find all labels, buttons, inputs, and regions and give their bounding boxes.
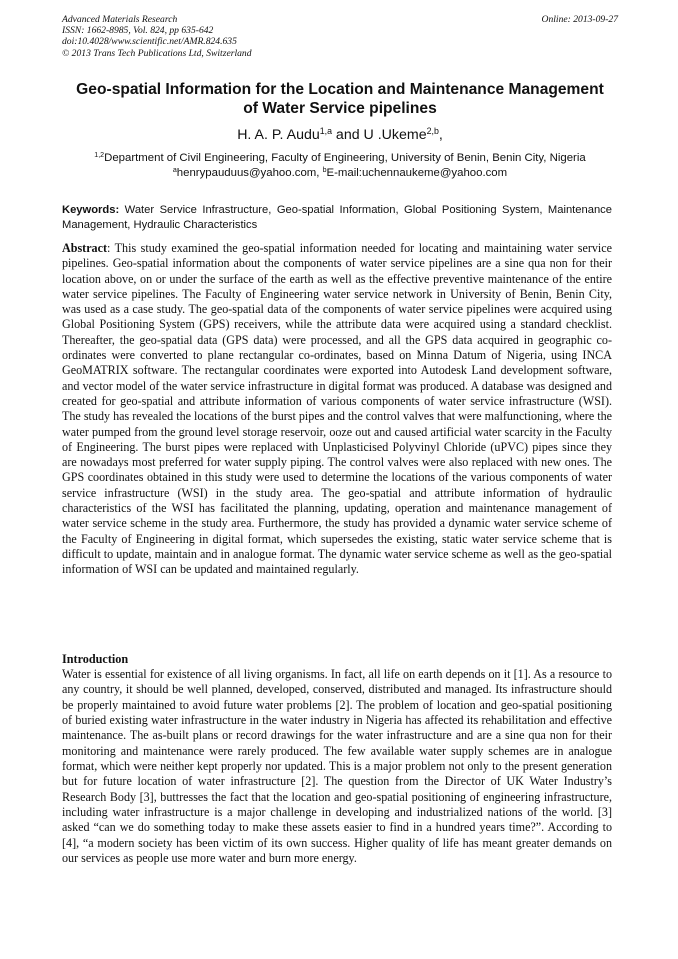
affiliation-line [62, 151, 618, 166]
author-end: , [438, 127, 443, 143]
keywords-paragraph [62, 203, 612, 233]
introduction-heading: Introduction [62, 652, 129, 666]
introduction-paragraph: Water is essential for existence of all living organisms. In fact, all life on earth depends on it [1]. As a resource to any country, it should be well planned, developed, conserved, distributed and managed. Its infrastructure should be properly maintained to avoid future water problems [2]. The problem of location and geo-spatial positioning of buried existing water infrastructure in the water industry in Nigeria has affected its rehabilitation and effective maintenance. The as-built plans or record drawings for the water infrastructure and are a sine qua non for their monitoring and maintenance were rarely produced. The few available water supply schemes are in analogue format, which were neither kept properly nor updated. This is a major problem not only to the present generation but for future location of water infrastructure [2]. The question from the Director of UK Water Industry’s Research Body [3], buttresses the fact that the location and geo-spatial positioning of engineering infrastructure, including water infrastructure is a major challenge in developing and industrialized nations of the world. [3] asked “can we do something today to make these assets easier to find in a hundred years time?”. According to [4], “a modern society has been victim of its own success. Higher quality of life has meant greater demands on our services as people use more water and burn more energy. [62, 667, 612, 866]
author-1: H. A. P. Audu [237, 127, 320, 143]
email-b: E-mail:uchennaukeme@yahoo.com [326, 167, 508, 179]
email-sup-b: b [322, 167, 327, 175]
title-line-2: of Water Service pipelines [243, 99, 437, 117]
author-1-sup: 1,a [319, 126, 332, 137]
email-sup-a: a [172, 167, 177, 175]
journal-name: Advanced Materials Research [62, 14, 178, 25]
keywords-text: Water Service Infrastructure, Geo-spatial Information, Global Positioning System, Maintenance Management, Hydraulic Characteristics [62, 204, 612, 232]
abstract-label: Abstract [62, 241, 108, 255]
affiliation-block [62, 151, 618, 181]
affiliation-text: Department of Civil Engineering, Faculty of Engineering, University of Benin, Benin City, Nigeria [104, 152, 586, 164]
email-a: henrypauduus@yahoo.com, [176, 167, 323, 179]
abstract-text: : This study examined the geo-spatial information needed for locating and maintaining water service pipelines. Geo-spatial information about the components of water service pipelines are a sine qua non for their location above, on or under the surface of the earth as well as the effective preventive maintenance of the entire water service pipelines. The Faculty of Engineering water service network in University of Benin, Benin City, was used as a case study. The geo-spatial data of the components of water service pipelines were acquired using Global Positioning System (GPS) receivers, while the attribute data were acquired using a standard checklist. Thereafter, the geo-spatial data (GPS data) were processed, and all the GPS data acquired in geographic co-ordinates were converted to plane rectangular co-ordinates, based on Minna Datum of Nigeria, using INCA GeoMATRIX software. The rectangular coordinates were exported into Autodesk Land development software, and vector model of the water service infrastructure in digital format was produced. A database was designed and created for geo-spatial and attribute information of various components of water service infrastructure (WSI). The study has revealed the locations of the burst pipes and the control valves that were malfunctioning, where the water pumped from the ground level storage reservoir, ooze out and caused artificial water scarcity in the Faculty of Engineering. The burst pipes were replaced with Unplasticised Polyvinyl Chloride (uPVC) pipes since they are nowadays most preferred for water supply piping. The control valves were also replaced with new ones. The GPS coordinates obtained in this study were used to determine the locations of the various components of water service infrastructure (WSI) in the study area. The geo-spatial and attribute information of hydraulic characteristics of the WSI has facilitated the planning, updating, operation and maintenance management of water service scheme in the study area. Furthermore, the study has provided a dynamic water service scheme of the Faculty of Engineering in digital format, which supersedes the existing, static water service scheme that is difficult to update, maintain and in analogue format. The dynamic water service scheme as well as the geo-spatial information of WSI can be updated and maintained regularly. [62, 241, 612, 577]
issn-line: ISSN: 1662-8985, Vol. 824, pp 635-642 [62, 25, 214, 37]
journal-header [62, 14, 618, 59]
author-2-sup: 2,b [426, 126, 439, 137]
email-line [62, 166, 618, 181]
copyright-line: © 2013 Trans Tech Publications Ltd, Switzerland [62, 47, 252, 59]
online-date: Online: 2013-09-27 [541, 14, 618, 25]
doi-line: doi:10.4028/www.scientific.net/AMR.824.635 [62, 36, 237, 48]
author-join: and U .Ukeme [331, 127, 427, 143]
author-line [62, 126, 618, 144]
paper-title [62, 81, 618, 118]
abstract-paragraph [62, 241, 612, 578]
title-line-1: Geo-spatial Information for the Location and Maintenance Management [76, 81, 604, 98]
affiliation-sup: 1,2 [94, 152, 105, 160]
keywords-label: Keywords: [62, 204, 120, 216]
